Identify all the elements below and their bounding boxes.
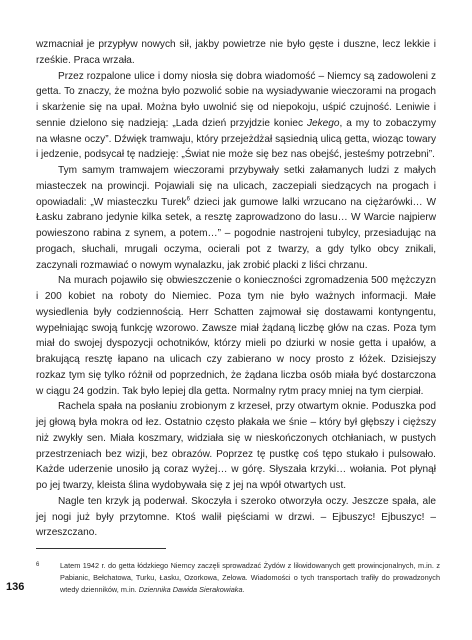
main-text <box>36 37 436 541</box>
paragraph: Na murach pojawiło się obwieszczenie o konieczności zgromadzenia 500 mężczyzn i 200 kobiet na roboty do Niemiec. Poza tym nie było ważnych informacji. Małe wysiedlenia były codziennością. Herr Schatten zajmował się dostawami kontyngentu, wypełniając swoją funkcję wzorowo. Zawsze miał żądaną liczbę głów na czas. Poza tym miał do swojej dyspozycji ochotników, którzy mieli po dziurki w nosie getta i upałów, a brakującą resztę łapano na ulicach czy zabierano w nocy prosto z łóżek. Dzisiejszy rozkaz tym się tylko różnił od poprzednich, że żądana liczba osób miała być dostarczona w ciągu 24 godzin. Tak było lepiej dla getta. Normalny rytm pracy mniej na tym cierpiał. <box>36 275 436 397</box>
page-number: 136 <box>6 581 25 593</box>
footnote-text: Latem 1942 r. do getta łódzkiego Niemcy zaczęli sprowadzać Żydów z likwidowanych gett prowincjonalnych, m.in. z Pabianic, Bełchatowa, Turku, Łasku, Ozorkowa, Zelowa. Wiadomości o tych transportach trafiły do prowadzonych wtedy dzienników, m.in. Dziennika Dawida Sierakowiaka. <box>60 561 440 594</box>
paragraph: Przez rozpalone ulice i domy niosła się dobra wiadomość – Niemcy są zadowoleni z getta. To znaczy, że można było pozwolić sobie na wysiadywanie wieczorami na progach i skarżenie się na upał. Można było uwolnić się od niepokoju, uśpić czujność. Leniwie i sennie dzielono się nadzieją: „Lada dzień przyjdzie koniec Jekego, a my to zobaczymy na własne oczy”. Dźwięk tramwaju, który przejeżdżał sąsiednią ulicą getta, wioząc towary i jedzenie, podsycał tę nadzieję: „Świat nie może się bez nas obejść, jesteśmy potrzebni”. <box>36 70 436 161</box>
footnote-marker: 6 <box>36 562 40 568</box>
paragraph: Nagle ten krzyk ją poderwał. Skoczyła i szeroko otworzyła oczy. Jeszcze spała, ale jej nogi już były przytomne. Ktoś walił pięściami w drzwi. – Ejbuszyc! Ejbuszyc! – wrzeszczano. <box>36 495 436 539</box>
footnote <box>36 560 440 596</box>
footnote-divider <box>36 548 166 549</box>
paragraph: Rachela spała na posłaniu zrobionym z krzeseł, przy otwartym oknie. Poduszka pod jej głową była mokra od łez. Ostatnio często płakała we śnie – który był głębszy i cięższy niż zwykły sen. Miała koszmary, widziała się w nieskończonych otchłaniach, w pustych przestrzeniach bez wizji, bez obrazów. Poprzez tę pustkę coś tępo stukało i pulsowało. Każde uderzenie unosiło ją coraz wyżej… w górę. Słyszała krzyki… wołania. Pot płynął po jej twarzy, kleista ślina wydobywała się z jej na wpół otwartych ust. <box>36 401 436 491</box>
paragraph: wzmacniał je przypływ nowych sił, jakby powietrze nie było gęste i duszne, lecz lekkie i rześkie. Praca wrzała. <box>36 39 436 66</box>
paragraph: Tym samym tramwajem wieczorami przybywały setki załamanych ludzi z małych miasteczek na prowincji. Pojawiali się na ulicach, zaczepiali siedzących na progach i opowiadali: „W miasteczku Turek$^6$ dzieci jak gumowe lalki wrzucano na ciężarówki… W Łasku zabrano jedynie kilka setek, a resztę zaprowadzono do lasu… W Warcie najpierw powieszono rabina z synem, a potem…” – pogodnie nastrojeni tubylcy, przesiadując na progach, słuchali, mrugali oczyma, ocierali pot z twarzy, a gdy tylko obcy znikali, zaczynali rozmawiać o nowym wynalazku, jak zrobić placki z liści chrzanu. <box>36 165 436 271</box>
footnote-reference[interactable]: 6 <box>186 196 190 203</box>
